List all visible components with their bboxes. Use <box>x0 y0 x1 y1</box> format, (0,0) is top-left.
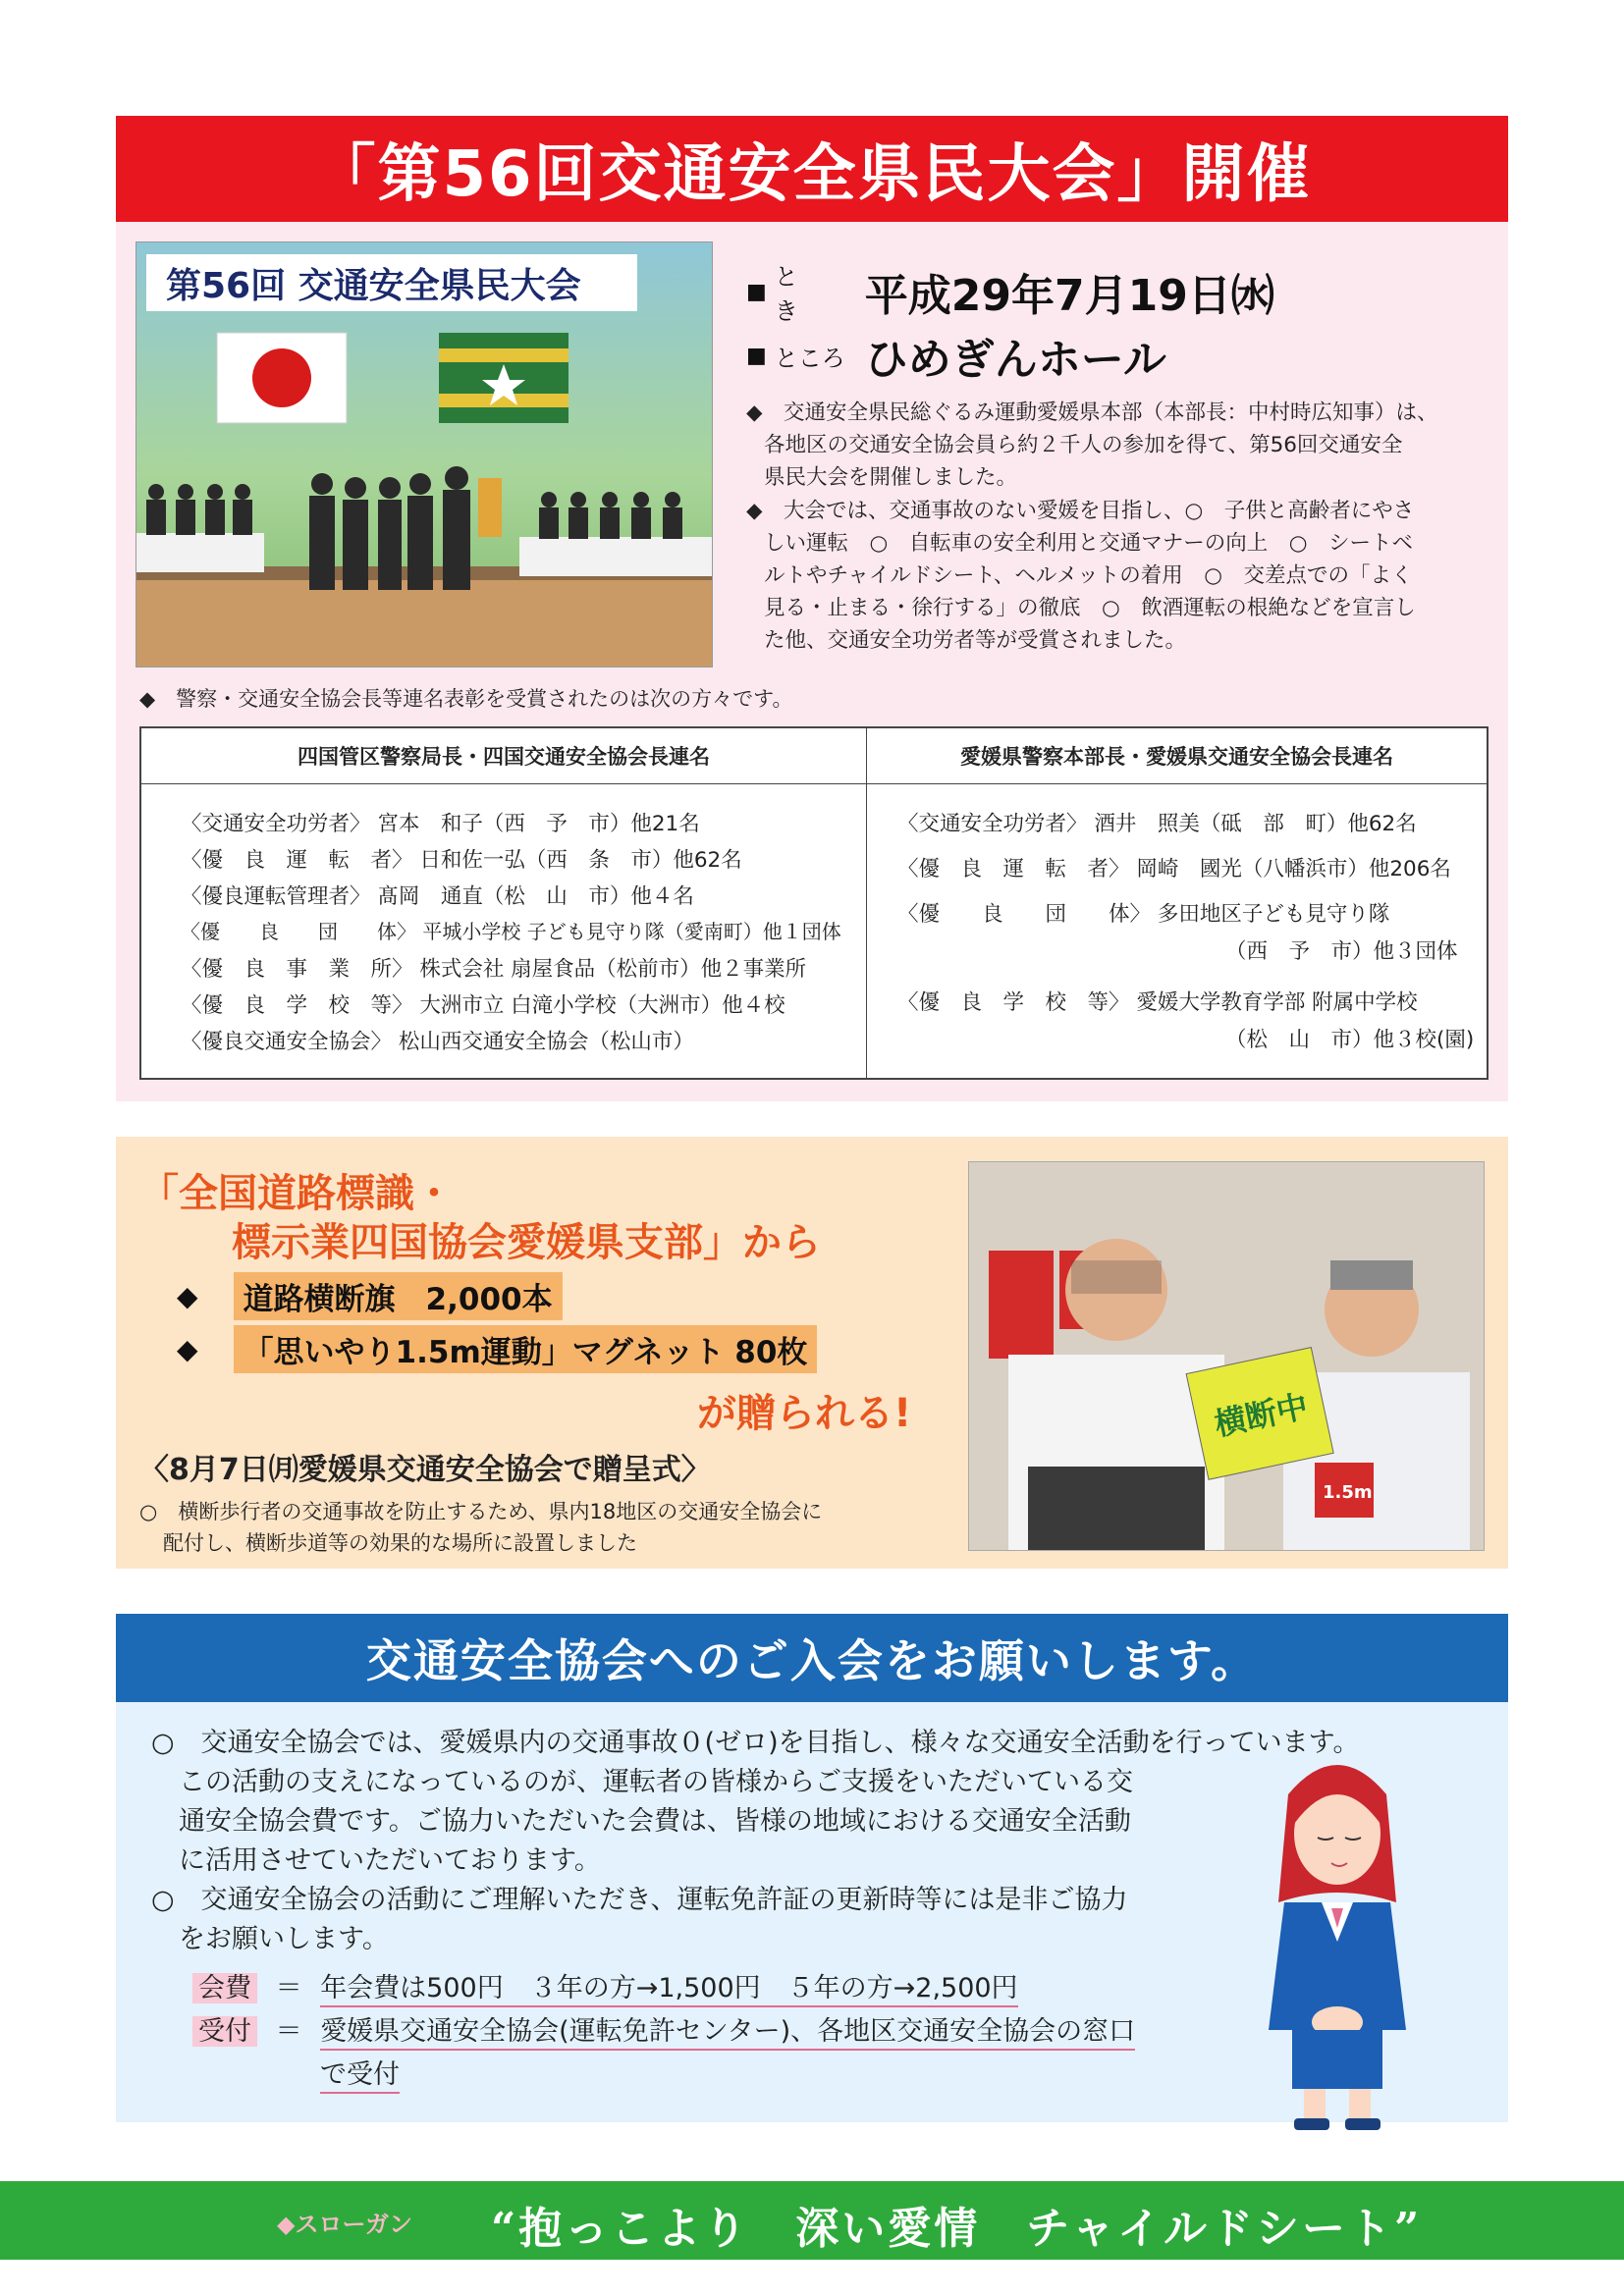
text-line: 県民大会を開催しました。 <box>764 465 1018 490</box>
counter-label: 受付 <box>192 2016 257 2047</box>
slogan-label: ◆スローガン <box>277 2211 412 2238</box>
donation-title-line2: 標示業四国協会愛媛県支部」から <box>232 1220 821 1265</box>
award-row: 〈交通安全功労者〉 宮本 和子（西 予 市）他21名 <box>181 812 700 836</box>
text-line: ◆ 交通安全県民総ぐるみ運動愛媛県本部（本部長：中村時広知事）は、 <box>746 400 1438 425</box>
equals-sign: ＝ <box>275 2016 302 2047</box>
counter-value: 愛媛県交通安全協会(運転免許センター)、各地区交通安全協会の窓口 <box>320 2016 1135 2051</box>
membership-para1-line4: に活用させていただいております。 <box>179 1845 601 1876</box>
counter-value-cont: で受付 <box>320 2059 400 2094</box>
diamond-bullet-icon: ◆ <box>177 1333 198 1365</box>
award-row: （西 予 市）他３団体 <box>1225 939 1458 964</box>
donation-item-label: 道路横断旗 2,000本 <box>234 1272 563 1320</box>
event-banner: 「第56回交通安全県民大会」開催 <box>116 116 1508 222</box>
award-row: 〈優良交通安全協会〉 松山西交通安全協会（松山市） <box>181 1030 694 1054</box>
membership-para2-line2: をお願いします。 <box>179 1924 389 1954</box>
text-line: しい運転 ○ 自転車の安全利用と交通マナーの向上 ○ シートベ <box>764 531 1414 556</box>
text-line: 各地区の交通安全協会員ら約２千人の参加を得て、第56回交通安全 <box>764 433 1403 457</box>
membership-banner: 交通安全協会へのご入会をお願いします。 <box>116 1614 1508 1702</box>
bowing-woman-illustration <box>1259 1735 1416 2130</box>
award-row: 〈優 良 団 体〉 多田地区子ども見守り隊 <box>897 902 1390 927</box>
award-row: 〈優 良 運 転 者〉 岡崎 國光（八幡浜市）他206名 <box>897 857 1451 881</box>
fee-row <box>192 1971 1018 2006</box>
slogan-text: “抱っこより 深い愛情 チャイルドシート” <box>491 2204 1423 2254</box>
award-row: 〈優 良 学 校 等〉 大洲市立 白滝小学校（大洲市）他４校 <box>181 993 785 1018</box>
award-row: 〈交通安全功労者〉 酒井 照美（砥 部 町）他62名 <box>897 812 1417 836</box>
award-row: （松 山 市）他３校(園) <box>1225 1028 1475 1052</box>
diamond-bullet-icon: ◆ <box>177 1280 198 1312</box>
donation-given: が贈られる! <box>697 1391 912 1436</box>
flag-text: 横断中 <box>1211 1387 1312 1444</box>
donation-note-1: ○ 横断歩行者の交通事故を防止するため、県内18地区の交通安全協会に <box>139 1500 823 1523</box>
text-line: ルトやチャイルドシート、ヘルメットの着用 ○ 交差点での「よく <box>764 563 1413 588</box>
square-bullet-icon: ■ <box>746 343 767 368</box>
sign-text: 1.5m <box>1323 1482 1373 1503</box>
donation-item-1 <box>177 1272 563 1320</box>
text-line: た他、交通安全功労者等が受賞されました。 <box>764 628 1187 653</box>
place-label: ところ <box>774 344 845 372</box>
ceremony-line: 〈8月7日㈪愛媛県交通安全協会で贈呈式〉 <box>139 1453 711 1487</box>
fee-value: 年会費は500円 ３年の方→1,500円 ５年の方→2,500円 <box>320 1973 1017 2007</box>
membership-para2-line1: ○ 交通安全協会の活動にご理解いただき、運転免許証の更新時等には是非ご協力 <box>151 1885 1128 1915</box>
award-row: 〈優 良 団 体〉 平城小学校 子ども見守り隊（愛南町）他１団体 <box>181 920 841 943</box>
stage-banner-text: 第56回 交通安全県民大会 <box>166 266 581 306</box>
award-row: 〈優 良 事 業 所〉 株式会社 扇屋食品（松前市）他２事業所 <box>181 957 807 982</box>
donation-note-2: 配付し、横断歩道等の効果的な場所に設置しました <box>163 1531 637 1555</box>
donation-item-label: 「思いやり1.5m運動」マグネット 80枚 <box>234 1325 818 1373</box>
event-place-row <box>746 324 1166 387</box>
handover-photo <box>968 1161 1485 1551</box>
award-table-right-header: 愛媛県警察本部長・愛媛県交通安全協会長連名 <box>867 728 1487 784</box>
membership-para1-line1: ○ 交通安全協会では、愛媛県内の交通事故０(ゼロ)を目指し、様々な交通安全活動を行っています。 <box>151 1728 1360 1758</box>
award-table-left-header: 四国管区警察局長・四国交通安全協会長連名 <box>141 728 866 784</box>
award-intro: ◆ 警察・交通安全協会長等連名表彰を受賞されたのは次の方々です。 <box>139 687 793 711</box>
donation-item-2 <box>177 1325 817 1373</box>
event-date-row <box>746 257 1274 326</box>
text-line: 見る・止まる・徐行する」の徹底 ○ 飲酒運転の根絶などを宣言し <box>764 596 1416 620</box>
award-row: 〈優 良 学 校 等〉 愛媛大学教育学部 附属中学校 <box>897 990 1418 1015</box>
place-value: ひめぎんホール <box>864 335 1166 385</box>
slogan-bar <box>0 2181 1624 2260</box>
event-description-1 <box>746 397 1438 494</box>
counter-row-cont <box>320 2057 400 2093</box>
date-value: 平成29年7月19日㈬ <box>864 271 1274 321</box>
event-description-2 <box>746 495 1416 657</box>
counter-row <box>192 2014 1135 2050</box>
square-bullet-icon: ■ <box>746 279 767 304</box>
award-row: 〈優 良 運 転 者〉 日和佐一弘（西 条 市）他62名 <box>181 848 742 873</box>
equals-sign: ＝ <box>275 1973 302 2003</box>
table-divider <box>866 728 867 1078</box>
award-row: 〈優良運転管理者〉 髙岡 通直（松 山 市）他４名 <box>181 884 694 909</box>
membership-para1-line3: 通安全協会費です。ご協力いただいた会費は、皆様の地域における交通安全活動 <box>179 1806 1131 1837</box>
date-label: と き <box>774 263 841 325</box>
fee-label: 会費 <box>192 1973 257 2003</box>
text-line: ◆ 大会では、交通事故のない愛媛を目指し、○ 子供と高齢者にやさ <box>746 499 1415 523</box>
award-table <box>139 726 1489 1080</box>
event-photo <box>135 241 713 667</box>
membership-para1-line2: この活動の支えになっているのが、運転者の皆様からご支援をいただいている交 <box>179 1767 1133 1797</box>
donation-title-line1: 「全国道路標識・ <box>139 1171 454 1216</box>
